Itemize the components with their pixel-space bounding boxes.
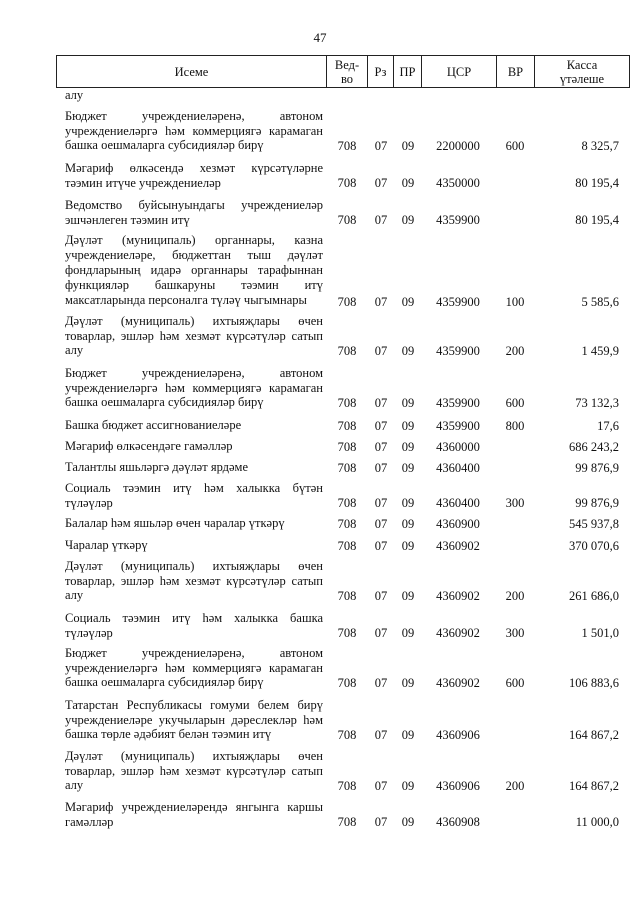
row-csr: 4360908 (436, 815, 480, 829)
table-row (0, 800, 640, 829)
row-name: Ведомство буйсынуындагы учреждениеләр эшчәнлеген тәэмин итү (65, 198, 323, 227)
row-rz: 07 (374, 139, 388, 153)
header-kassa-line1: Касса (566, 57, 598, 72)
row-pr: 09 (401, 344, 415, 358)
row-csr: 4360902 (436, 676, 480, 690)
header-ved-line1: Вед- (334, 57, 360, 72)
row-vr: 600 (505, 396, 525, 410)
row-sum: 1 459,9 (581, 344, 619, 358)
row-sum: 370 070,6 (569, 539, 619, 553)
row-ved: 708 (337, 396, 357, 410)
page-number: 47 (313, 30, 327, 45)
table-header (56, 55, 630, 88)
row-name: Дәүләт (муниципаль) органнары, казна учреждениеләре, бюджеттан тыш дәүләт фондларының идарә органнары тарафыннан функцияләр башкаруны тәэмин итү максатларында персоналга түләү чыгымнары (65, 233, 323, 307)
header-rz: Рз (368, 56, 394, 87)
row-sum: 1 501,0 (581, 626, 619, 640)
row-sum: 8 325,7 (581, 139, 619, 153)
row-name: Башка бюджет ассигнованиеләре (65, 418, 242, 432)
row-csr: 4360906 (436, 779, 480, 793)
row-pr: 09 (401, 517, 415, 531)
row-csr: 4360900 (436, 517, 480, 531)
row-sum: 545 937,8 (569, 517, 619, 531)
row-name: Мәгариф өлкәсендә хезмәт күрсәтүләрне тәэмин итүче учреждениеләр (65, 161, 323, 190)
row-name: Мәгариф өлкәсендәге гамәлләр (65, 439, 233, 453)
row-ved: 708 (337, 589, 357, 603)
row-ved: 708 (337, 344, 357, 358)
row-csr: 4360400 (436, 496, 480, 510)
row-csr: 4359900 (436, 295, 480, 309)
row-csr: 2200000 (436, 139, 480, 153)
row-rz: 07 (374, 815, 388, 829)
table-row (0, 538, 640, 553)
row-rz: 07 (374, 779, 388, 793)
row-pr: 09 (401, 539, 415, 553)
row-csr: 4359900 (436, 419, 480, 433)
row-name: Мәгариф учреждениеләрендә янгынга каршы гамәлләр (65, 800, 323, 829)
header-ved-line2: во (340, 71, 354, 86)
row-vr: 200 (505, 589, 525, 603)
row-vr: 300 (505, 626, 525, 640)
row-csr: 4360902 (436, 589, 480, 603)
row-pr: 09 (401, 626, 415, 640)
row-rz: 07 (374, 539, 388, 553)
row-csr: 4359900 (436, 396, 480, 410)
row-ved: 708 (337, 461, 357, 475)
row-csr: 4350000 (436, 176, 480, 190)
row-rz: 07 (374, 295, 388, 309)
row-name: Бюджет учреждениеләренә, автоном учреждениеләргә һәм коммерциягә карамаган башка оешмаларга субсидияләр бирү (65, 366, 323, 409)
table-row (0, 559, 640, 603)
row-ved: 708 (337, 419, 357, 433)
row-rz: 07 (374, 440, 388, 454)
row-rz: 07 (374, 419, 388, 433)
header-kassa (535, 56, 630, 87)
table-row (0, 88, 640, 103)
row-rz: 07 (374, 461, 388, 475)
table-row (0, 749, 640, 793)
row-rz: 07 (374, 176, 388, 190)
row-rz: 07 (374, 496, 388, 510)
row-pr: 09 (401, 396, 415, 410)
row-rz: 07 (374, 213, 388, 227)
row-pr: 09 (401, 213, 415, 227)
row-rz: 07 (374, 589, 388, 603)
row-pr: 09 (401, 496, 415, 510)
row-rz: 07 (374, 396, 388, 410)
table-row (0, 516, 640, 531)
row-vr: 600 (505, 139, 525, 153)
row-rz: 07 (374, 728, 388, 742)
table-row (0, 439, 640, 454)
row-rz: 07 (374, 517, 388, 531)
row-name: Социаль тәэмин итү һәм халыкка башка түләүләр (65, 611, 323, 640)
row-csr: 4360906 (436, 728, 480, 742)
header-kassa-line2: үтәлеше (559, 71, 605, 86)
row-rz: 07 (374, 676, 388, 690)
row-name: Бюджет учреждениеләренә, автоном учреждениеләргә һәм коммерциягә карамаган башка оешмаларга субсидияләр бирү (65, 109, 323, 152)
row-ved: 708 (337, 728, 357, 742)
row-csr: 4360000 (436, 440, 480, 454)
row-csr: 4360400 (436, 461, 480, 475)
row-ved: 708 (337, 517, 357, 531)
row-name: Бюджет учреждениеләренә, автоном учреждениеләргә һәм коммерциягә карамаган башка оешмаларга субсидияләр бирү (65, 646, 323, 689)
table-row (0, 198, 640, 227)
row-sum: 164 867,2 (569, 779, 619, 793)
row-sum: 164 867,2 (569, 728, 619, 742)
row-pr: 09 (401, 461, 415, 475)
table-row (0, 460, 640, 475)
row-sum: 73 132,3 (575, 396, 619, 410)
row-csr: 4360902 (436, 626, 480, 640)
row-pr: 09 (401, 139, 415, 153)
row-ved: 708 (337, 440, 357, 454)
row-name: Дәүләт (муниципаль) ихтыяҗлары өчен товарлар, эшләр һәм хезмәт күрсәтүләр сатып алу (65, 749, 323, 792)
row-sum: 99 876,9 (575, 496, 619, 510)
row-sum: 106 883,6 (569, 676, 619, 690)
row-name: Татарстан Республикасы гомуми белем бирү учреждениеләре укучыларын дәреслекләр һәм башка төрле әдәбият белән тәэмин итү (65, 698, 323, 741)
row-name: Талантлы яшьләргә дәүләт ярдәме (65, 460, 249, 474)
row-ved: 708 (337, 139, 357, 153)
row-name: Дәүләт (муниципаль) ихтыяҗлары өчен товарлар, эшләр һәм хезмәт күрсәтүләр сатып алу (65, 559, 323, 602)
header-csr: ЦСР (422, 56, 497, 87)
table-row (0, 698, 640, 742)
row-sum: 11 000,0 (575, 815, 619, 829)
row-vr: 100 (505, 295, 525, 309)
table-row (0, 366, 640, 410)
row-ved: 708 (337, 496, 357, 510)
row-pr: 09 (401, 440, 415, 454)
row-rz: 07 (374, 626, 388, 640)
row-sum: 80 195,4 (575, 213, 619, 227)
header-name: Исеме (57, 56, 327, 87)
row-pr: 09 (401, 676, 415, 690)
row-sum: 17,6 (597, 419, 619, 433)
row-ved: 708 (337, 779, 357, 793)
row-pr: 09 (401, 779, 415, 793)
row-sum: 99 876,9 (575, 461, 619, 475)
row-ved: 708 (337, 626, 357, 640)
row-vr: 200 (505, 344, 525, 358)
header-vr: ВР (497, 56, 535, 87)
row-pr: 09 (401, 295, 415, 309)
row-csr: 4359900 (436, 213, 480, 227)
table-row (0, 481, 640, 510)
row-rz: 07 (374, 344, 388, 358)
table-row (0, 611, 640, 640)
row-name: Балалар һәм яшьләр өчен чаралар үткәрү (65, 516, 285, 530)
row-ved: 708 (337, 676, 357, 690)
row-name: алу (65, 88, 84, 102)
row-sum: 80 195,4 (575, 176, 619, 190)
row-pr: 09 (401, 589, 415, 603)
row-ved: 708 (337, 539, 357, 553)
row-name: Чаралар үткәрү (65, 538, 148, 552)
header-ved (327, 56, 368, 87)
row-name: Социаль тәэмин итү һәм халыкка бүтән түләүләр (65, 481, 323, 510)
table-row (0, 109, 640, 153)
row-ved: 708 (337, 815, 357, 829)
row-pr: 09 (401, 176, 415, 190)
table-row (0, 233, 640, 309)
table-row (0, 161, 640, 190)
row-sum: 5 585,6 (581, 295, 619, 309)
row-vr: 600 (505, 676, 525, 690)
row-pr: 09 (401, 728, 415, 742)
row-vr: 300 (505, 496, 525, 510)
row-ved: 708 (337, 295, 357, 309)
row-csr: 4360902 (436, 539, 480, 553)
row-pr: 09 (401, 815, 415, 829)
row-vr: 200 (505, 779, 525, 793)
table-row (0, 314, 640, 358)
table-row (0, 418, 640, 433)
row-ved: 708 (337, 213, 357, 227)
header-pr: ПР (394, 56, 422, 87)
row-name: Дәүләт (муниципаль) ихтыяҗлары өчен товарлар, эшләр һәм хезмәт күрсәтүләр сатып алу (65, 314, 323, 357)
row-sum: 686 243,2 (569, 440, 619, 454)
row-ved: 708 (337, 176, 357, 190)
row-sum: 261 686,0 (569, 589, 619, 603)
row-csr: 4359900 (436, 344, 480, 358)
row-pr: 09 (401, 419, 415, 433)
table-row (0, 646, 640, 690)
row-vr: 800 (505, 419, 525, 433)
